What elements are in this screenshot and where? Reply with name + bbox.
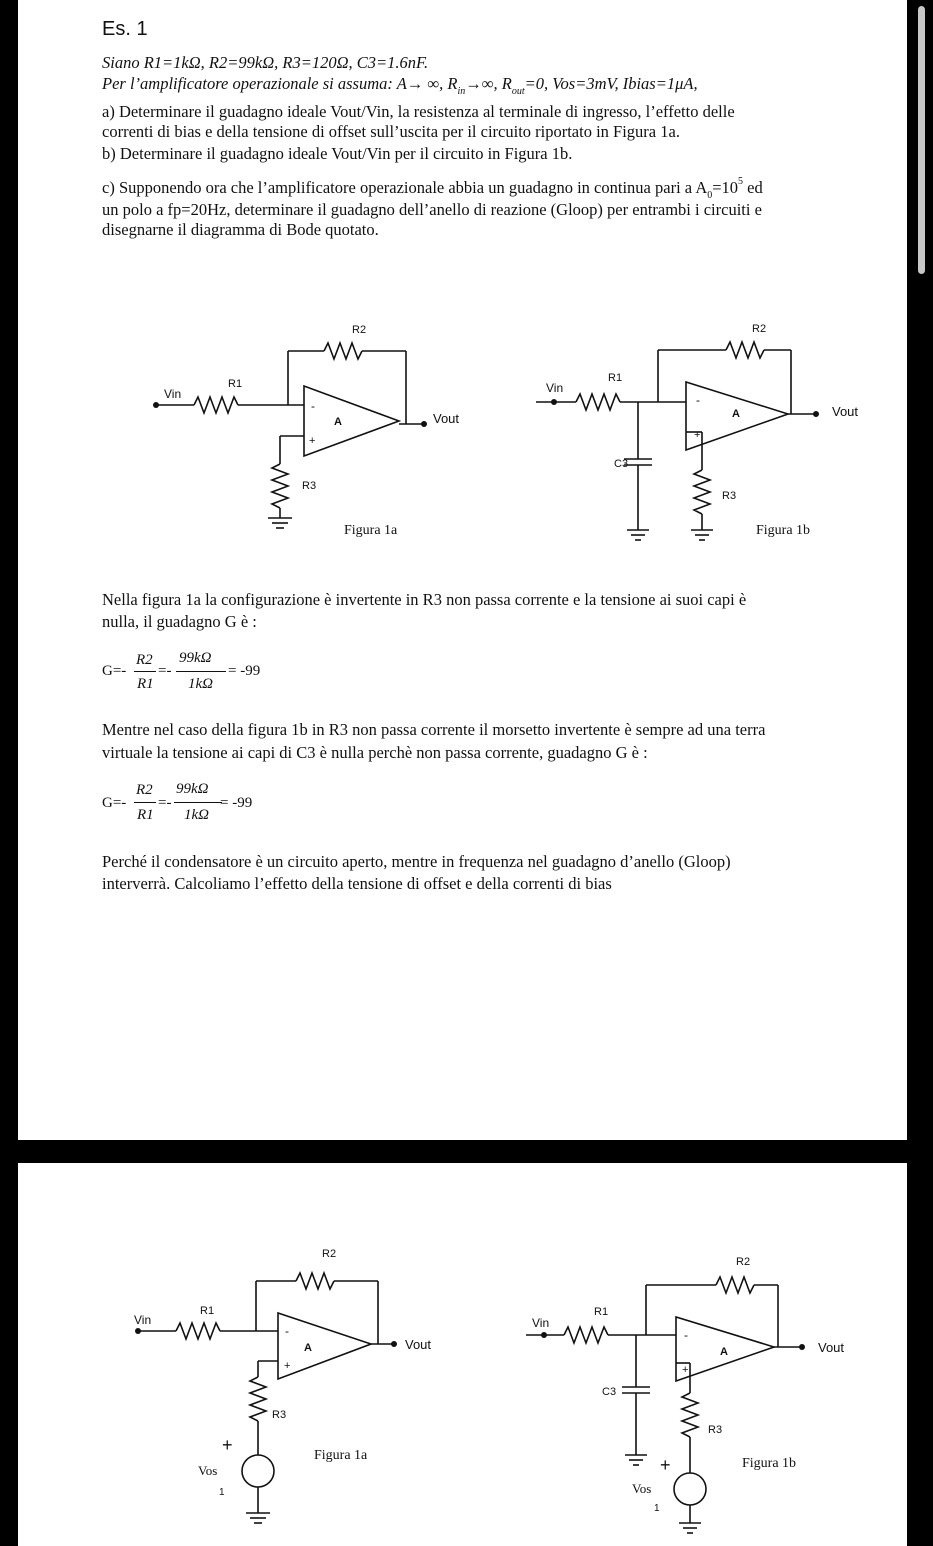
question-b: b) Determinare il guadagno ideale Vout/Vin per il circuito in Figura 1b.	[102, 144, 573, 163]
vos-subscript: 1	[219, 1487, 225, 1498]
figure-1b-caption: Figura 1b	[742, 1456, 797, 1471]
vin-label: Vin	[546, 381, 564, 395]
r3-label: R3	[708, 1424, 723, 1436]
solution-para1-line2: nulla, il guadagno G è :	[102, 612, 257, 631]
amp-label: A	[304, 1342, 312, 1354]
solution-para1-line1: Nella figura 1a la configurazione è invertente in R3 non passa corrente e la tensione ai suoi capi è	[102, 590, 747, 609]
solution-para3-line2: interverrà. Calcoliamo l’effetto della tensione di offset e della correnti di bias	[102, 874, 612, 893]
document-page-1: Es. 1 Siano R1=1kΩ, R2=99kΩ, R3=120Ω, C3=1.6nF. Per l’amplificatore operazionale si assuma: A→ ∞, $R_{in}\to\infty$, $R_{out}=0$, Vos=3mV, Ibias=1μA, a) Determinare il guadagno ideale Vout/Vin, la resistenza al terminale di ingresso, l’effetto delle correnti di bias e della tensione di offset sull’uscita per il circuito riportato in Figura 1a. b) Determinare il guadagno ideale Vout/Vin per il circuito in Figura 1b. c) Supponendo ora che l’amplificatore operazionale abbia un guadagno in continua pari a $A_0=10^5$ ed un polo a fp=20Hz, determinare il guadagno dell’anello di reazione (Gloop) per entrambi i circuiti e disegnarne il diagramma di Bode quotato. Vin R1 R2 R3 Vout A - + Figura 1a Vin R1 R2 C3 R3 Vout A - + Figura 1b Nella figura 1a la configurazione è invertente in R3 non passa corrente e la tensione ai suoi capi è nulla, il guadagno G è : G=- R2 R1 =- 99kΩ 1kΩ = -99 Mentre nel caso della figura 1b in R3 non passa corrente il morsetto invertente è sempre ad una terra virtuale la tensione ai capi di C3 è nulla perchè non passa corrente, guadagno G è : G=- R2 R1 =- 99kΩ 1kΩ = -99 Perché il condensatore è un circuito aperto, mentre in frequenza nel guadagno d’anello (Gloop) interverrà. Calcoliamo l’effetto della tensione di offset e della correnti di bias	[18, 0, 907, 1140]
r1-label: R1	[608, 372, 623, 384]
vout-label: Vout	[818, 1340, 845, 1355]
amp-label: A	[732, 408, 740, 420]
solution-para3-line1: Perché il condensatore è un circuito aperto, mentre in frequenza nel guadagno d’anello (Gloop)	[102, 852, 731, 871]
solution-para2-line1: Mentre nel caso della figura 1b in R3 non passa corrente il morsetto invertente è sempre ad una terra	[102, 720, 766, 739]
question-a-line1: a) Determinare il guadagno ideale Vout/Vin, la resistenza al terminale di ingresso, l’effetto delle	[102, 102, 735, 121]
vos-plus-sign: +	[660, 1455, 671, 1475]
plus-input-label: +	[309, 435, 316, 447]
vin-label: Vin	[134, 1313, 152, 1327]
r3-label: R3	[272, 1409, 287, 1421]
c3-label: C3	[614, 458, 629, 470]
r2-label: R2	[736, 1256, 751, 1268]
question-a-line2: correnti di bias e della tensione di offset sull’uscita per il circuito riportato in Figura 1a.	[102, 122, 680, 141]
vos-plus-sign: +	[222, 1435, 233, 1455]
minus-input-label: -	[285, 1324, 289, 1338]
question-c-line2: un polo a fp=20Hz, determinare il guadagno dell’anello di reazione (Gloop) per entrambi i circuiti e	[102, 200, 762, 219]
minus-input-label: -	[684, 1328, 688, 1342]
vout-label: Vout	[433, 411, 460, 426]
question-c-line1: c) Supponendo ora che l’amplificatore operazionale abbia un guadagno in continua pari a $A_0=10^5$ ed	[102, 176, 763, 201]
figure-1a-circuit	[144, 318, 462, 554]
figure-1b-caption: Figura 1b	[756, 523, 811, 538]
scrollbar[interactable]	[918, 6, 925, 274]
plus-input-label: +	[284, 1360, 291, 1372]
vos-subscript: 1	[654, 1503, 660, 1514]
vin-label: Vin	[532, 1316, 550, 1330]
question-c-line3: disegnarne il diagramma di Bode quotato.	[102, 220, 379, 239]
plus-input-label: +	[682, 1364, 689, 1376]
assumptions: Per l’amplificatore operazionale si assuma: A→ ∞, $R_{in}\to\infty$, $R_{out}=0$, Vos=3mV, Ibias=1μA,	[102, 74, 698, 97]
vin-label: Vin	[164, 387, 182, 401]
vout-label: Vout	[832, 404, 859, 419]
r2-label: R2	[752, 323, 767, 335]
exercise-title: Es. 1	[102, 18, 148, 40]
document-page-2	[18, 1163, 907, 1546]
r1-label: R1	[228, 378, 243, 390]
r3-label: R3	[722, 490, 737, 502]
figure-1a-caption: Figura 1a	[344, 523, 398, 538]
amp-label: A	[334, 416, 342, 428]
minus-input-label: -	[696, 393, 700, 407]
plus-input-label: +	[694, 429, 701, 441]
given-values: Siano R1=1kΩ, R2=99kΩ, R3=120Ω, C3=1.6nF.	[102, 53, 429, 72]
figure-1b-circuit	[526, 318, 859, 554]
minus-input-label: -	[311, 399, 315, 413]
r2-label: R2	[352, 324, 367, 336]
vout-label: Vout	[405, 1337, 432, 1352]
solution-para2-line2: virtuale la tensione ai capi di C3 è nulla perchè non passa corrente, guadagno G è :	[102, 743, 648, 762]
c3-label: C3	[602, 1386, 617, 1398]
r1-label: R1	[594, 1306, 609, 1318]
r3-label: R3	[302, 480, 317, 492]
r2-label: R2	[322, 1248, 337, 1260]
vos-label: Vos	[198, 1463, 218, 1478]
figure-1a-offset-circuit	[126, 1243, 446, 1546]
figure-1b-offset-circuit	[506, 1243, 845, 1546]
amp-label: A	[720, 1346, 728, 1358]
r1-label: R1	[200, 1305, 215, 1317]
vos-label: Vos	[632, 1481, 652, 1496]
figure-1a-caption: Figura 1a	[314, 1448, 368, 1463]
